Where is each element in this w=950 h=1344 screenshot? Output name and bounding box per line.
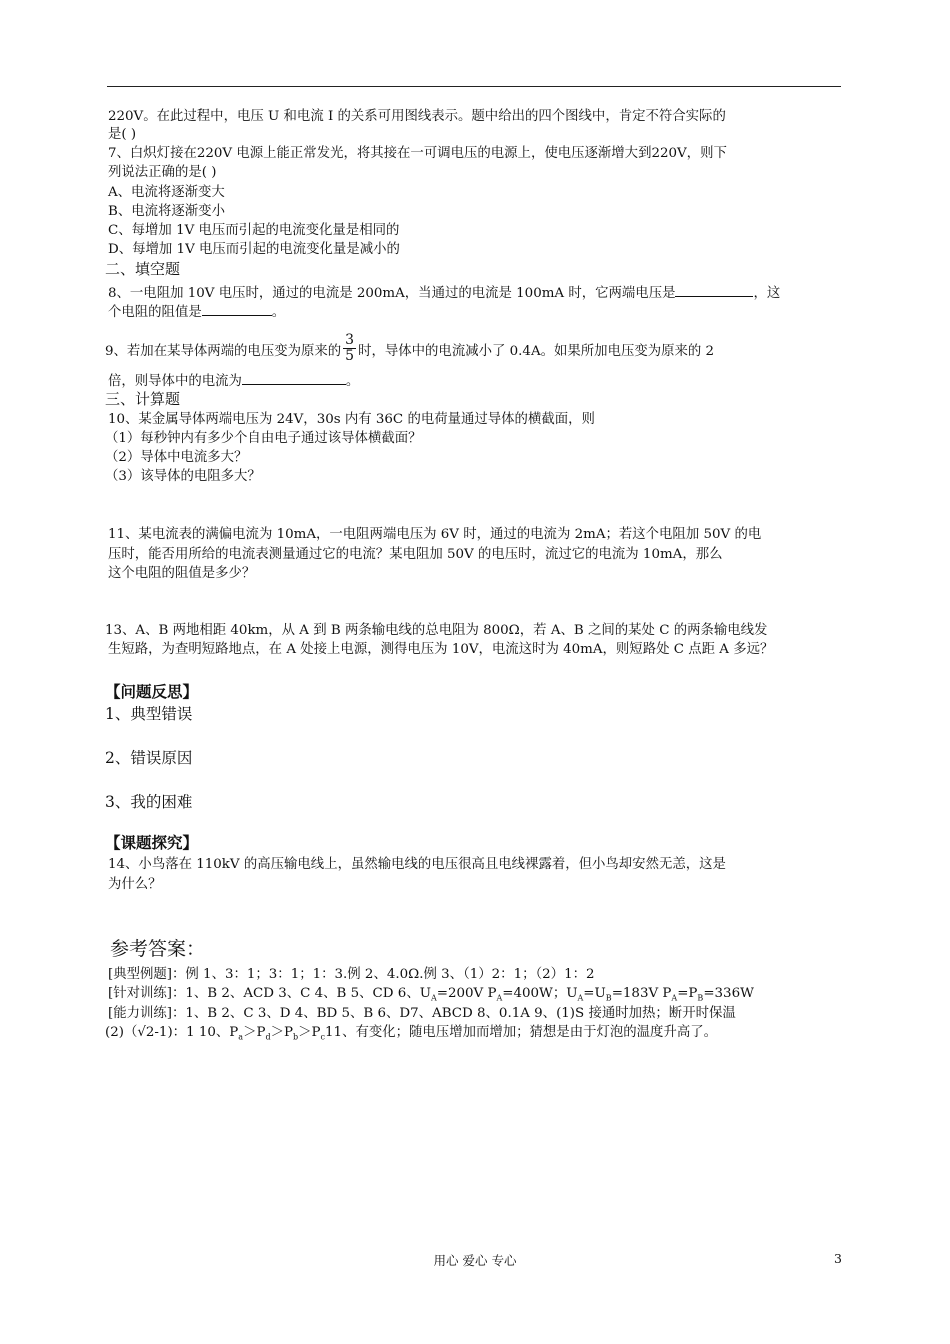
question-8-cont [108,302,285,322]
question-10: 10、某金属导体两端电压为 24V，30s 内有 36C 的电荷量通过导体的横截面，则 [108,412,595,427]
fraction [343,333,356,364]
option-d: D、每增加 1V 电压而引起的电流变化量是减小的 [108,242,400,257]
answer-text: [针对训练]：1、B 2、ACD 3、C 4、B 5、CD 6、U [108,986,431,1001]
answer-blank [675,283,753,297]
answer-line [108,985,754,1003]
text-line: 压时，能否用所给的电流表测量通过它的电流？某电阻加 50V 的电压时，流过它的电流为 10mA，那么 [108,547,723,562]
answer-text: =183V P [611,986,672,1001]
option-a: A、电流将逐渐变大 [108,185,225,200]
subscript: B [605,993,612,1003]
subscript: A [431,993,437,1003]
question-9-cont [108,371,359,391]
answer-blank [202,302,272,316]
option-b: B、电流将逐渐变小 [108,204,225,219]
question-text: 时，导体中的电流减小了 0.4A。如果所加电压变为原来的 2 [358,344,715,359]
question-8 [108,283,780,303]
subscript: a [238,1032,244,1042]
answer-text: =200V P [436,986,497,1001]
answer-text: =U [583,986,606,1001]
option-c: C、每增加 1V 电压而引起的电流变化量是相同的 [108,223,400,238]
text-line: 生短路，为查明短路地点，在 A 处接上电源，测得电压为 10V，电流这时为 40mA，则短路处 C 点距 A 多远？ [108,642,774,657]
header-rule [107,86,841,87]
answer-text: 11、有变化；随电压增加而增加；猜想是由于灯泡的温度升高了。 [325,1025,718,1040]
explore-heading: 【课题探究】 [105,833,199,852]
question-7: 7、白炽灯接在220V 电源上能正常发光，将其接在一可调电压的电源上，使电压逐渐增大到220V，则下 [108,146,727,161]
answer-line: [能力训练]：1、B 2、C 3、D 4、BD 5、B 6、D7、ABCD 8、0.1A 9、(1)S 接通时加热；断开时保温 [108,1006,736,1021]
question-9 [105,332,715,367]
question-text: 倍，则导体中的电流为 [108,374,242,389]
answer-text: ＞P [270,1025,294,1040]
question-14: 14、小鸟落在 110kV 的高压输电线上，虽然输电线的电压很高且电线裸露着，但小鸟却安然无恙，这是 [108,857,726,872]
question-text: 8、一电阻加 10V 电压时，通过的电流是 200mA，当通过的电流是 100mA 时，它两端电压是 [108,286,676,301]
answer-text: (2)（√2-1)：1 10、P [105,1025,239,1040]
fraction-denominator: 5 [345,348,355,364]
subscript: b [293,1032,299,1042]
answer-text: =336W [703,986,754,1001]
question-text: 。 [271,305,286,320]
subscript: B [697,993,704,1003]
reflection-item: 1、典型错误 [105,705,193,723]
section-heading: 三、计算题 [105,390,181,408]
section-heading: 二、填空题 [105,260,181,278]
fraction-numerator: 3 [345,332,355,348]
answer-title: 参考答案： [110,938,206,960]
question-text: 。 [345,374,360,389]
subscript: d [265,1032,271,1042]
text-line: 220V。在此过程中，电压 U 和电流 I 的关系可用图线表示。题中给出的四个图线中，肯定不符合实际的 [108,109,726,124]
reflection-item: 2、错误原因 [105,749,193,767]
reflection-item: 3、我的困难 [105,793,193,811]
question-text: 个电阻的阻值是 [108,305,202,320]
reflection-heading: 【问题反思】 [105,682,199,701]
text-line: 为什么？ [108,877,162,892]
sub-question: （1）每秒钟内有多少个自由电子通过该导体横截面？ [105,431,422,446]
question-text: 9、若加在某导体两端的电压变为原来的 [105,344,342,359]
text-line: 列说法正确的是( ) [108,165,217,180]
subscript: A [671,993,678,1003]
text-line: 这个电阻的阻值是多少？ [108,566,256,581]
page-number: 3 [834,1251,842,1266]
answer-text: =P [677,986,698,1001]
answer-text: =400W；U [502,986,578,1001]
answer-line [105,1024,717,1042]
answer-text: ＞P [298,1025,321,1040]
text-line: 是( ) [108,127,137,142]
sub-question: （2）导体中电流多大？ [105,450,248,465]
question-13: 13、A、B 两地相距 40km，从 A 到 B 两条输电线的总电阻为 800Ω，若 A、B 之间的某处 C 的两条输电线发 [105,623,768,638]
subscript: A [496,993,503,1003]
question-text: ，这 [753,286,781,301]
answer-line: [典型例题]：例 1、3：1；3：1；1：3.例 2、4.0Ω.例 3、（1）2：1；（2）1：2 [108,967,595,982]
question-11: 11、某电流表的满偏电流为 10mA，一电阻两端电压为 6V 时，通过的电流为 2mA；若这个电阻加 50V 的电 [108,527,762,542]
answer-blank [242,371,346,385]
subscript: c [320,1032,326,1042]
footer-motto: 用心 爱心 专心 [433,1253,517,1268]
subscript: A [577,993,584,1003]
sub-question: （3）该导体的电阻多大？ [105,469,261,484]
answer-text: ＞P [243,1025,266,1040]
